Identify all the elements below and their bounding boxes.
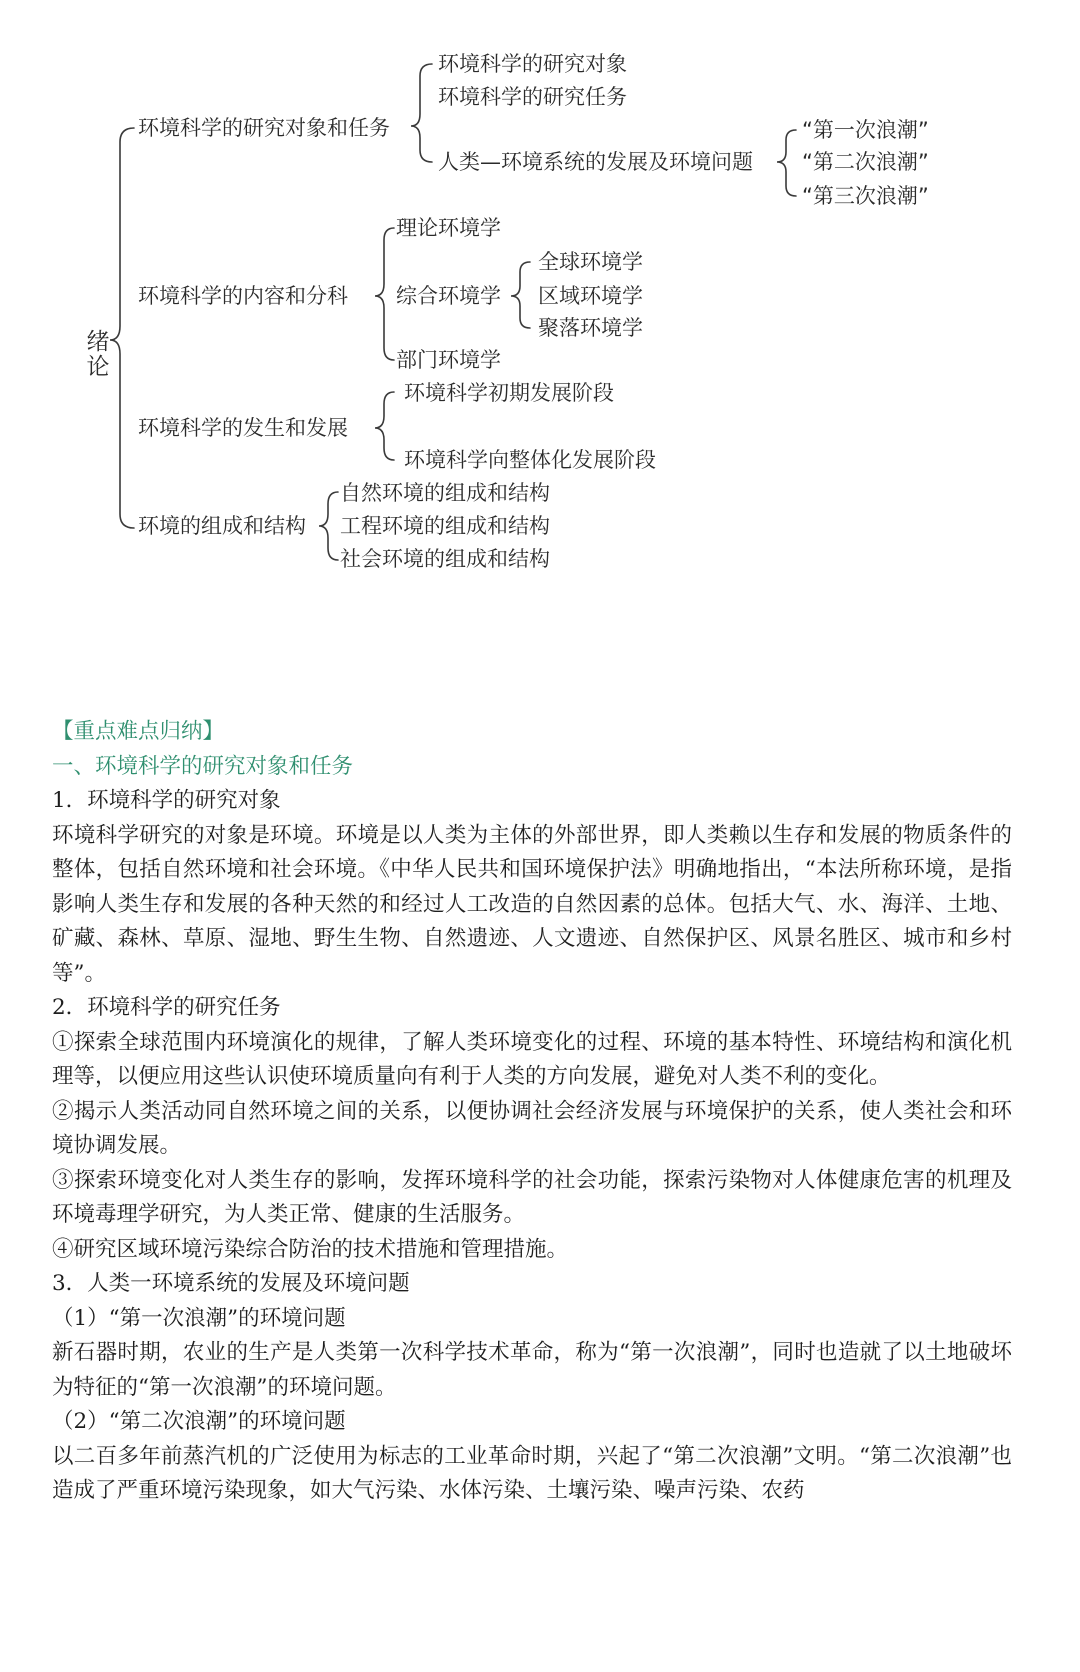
document-body [52, 715, 1012, 1509]
wave-heading-2: （2）“第二次浪潮”的环境问题 [52, 1409, 346, 1434]
branch1-item-1: 环境科学的研究对象 [438, 52, 627, 76]
paragraph-second-wave: 以二百多年前蒸汽机的广泛使用为标志的工业革命时期，兴起了“第二次浪潮”文明。“第二次浪潮”也造成了严重环境污染现象，如大气污染、水体污染、土壤污染、噪声污染、农药 [52, 1443, 1012, 1503]
branch1-label: 环境科学的研究对象和任务 [138, 116, 390, 140]
task-item-4: ④研究区域环境污染综合防治的技术措施和管理措施。 [52, 1236, 569, 1262]
brace-branch2-sub [511, 262, 530, 328]
branch2-sub-3: 聚落环境学 [538, 316, 643, 340]
wave-3: “第三次浪潮” [802, 184, 929, 208]
branch2-item-2: 综合环境学 [396, 284, 501, 308]
subheading-2: 2．环境科学的研究任务 [52, 995, 281, 1020]
wave-heading-1: （1）“第一次浪潮”的环境问题 [52, 1305, 346, 1331]
branch4-item-3: 社会环境的组成和结构 [340, 547, 550, 571]
wave-2: “第二次浪潮” [802, 150, 929, 174]
section-heading: 【重点难点归纳】 [52, 719, 225, 744]
task-item-3: ③探索环境变化对人类生存的影响，发挥环境科学的社会功能，探索污染物对人体健康危害的机理及环境毒理学研究，为人类正常、健康的生活服务。 [52, 1167, 1012, 1227]
brace-branch2 [375, 228, 394, 360]
branch1-item-3: 人类—环境系统的发展及环境问题 [438, 150, 753, 174]
paragraph-first-wave: 新石器时期，农业的生产是人类第一次科学技术革命，称为“第一次浪潮”，同时也造就了以土地破坏为特征的“第一次浪潮”的环境问题。 [52, 1340, 1012, 1400]
root-label: 绪论 [86, 329, 110, 380]
branch2-sub-2: 区域环境学 [538, 284, 643, 308]
section-title-1: 一、环境科学的研究对象和任务 [52, 753, 354, 779]
branch1-item-2: 环境科学的研究任务 [438, 85, 627, 109]
brace-branch1 [411, 64, 432, 162]
branch2-label: 环境科学的内容和分科 [138, 284, 348, 308]
branch4-label: 环境的组成和结构 [138, 514, 306, 538]
paragraph-research-object: 环境科学研究的对象是环境。环境是以人类为主体的外部世界，即人类赖以生存和发展的物质条件的整体，包括自然环境和社会环境。《中华人民共和国环境保护法》明确地指出，“本法所称环境，是指影响人类生存和发展的各种天然的和经过人工改造的自然因素的总体。包括大气、水、海洋、土地、矿藏、森林、草原、湿地、野生生物、自然遗迹、人文遗迹、自然保护区、风景名胜区、城市和乡村等”。 [52, 822, 1012, 986]
branch3-label: 环境科学的发生和发展 [138, 416, 348, 440]
brace-branch3 [375, 392, 394, 460]
branch3-item-2: 环境科学向整体化发展阶段 [404, 448, 656, 472]
brace-waves [777, 130, 796, 196]
task-item-2: ②揭示人类活动同自然环境之间的关系，以便协调社会经济发展与环境保护的关系，使人类社会和环境协调发展。 [52, 1098, 1012, 1158]
branch3-item-1: 环境科学初期发展阶段 [404, 381, 614, 405]
wave-1: “第一次浪潮” [802, 118, 929, 142]
subheading-1: 1．环境科学的研究对象 [52, 788, 281, 813]
branch2-item-3: 部门环境学 [396, 348, 501, 372]
branch2-sub-1: 全球环境学 [538, 250, 643, 274]
task-item-1: ①探索全球范围内环境演化的规律，了解人类环境变化的过程、环境的基本特性、环境结构和演化机理等，以便应用这些认识使环境质量向有利于人类的方向发展，避免对人类不利的变化。 [52, 1029, 1012, 1089]
branch4-item-2: 工程环境的组成和结构 [340, 514, 550, 538]
mindmap [0, 0, 1080, 640]
branch4-item-1: 自然环境的组成和结构 [340, 481, 550, 505]
subheading-3: 3．人类一环境系统的发展及环境问题 [52, 1271, 410, 1296]
brace-root [110, 128, 134, 528]
brace-branch4 [319, 492, 338, 560]
branch2-item-1: 理论环境学 [396, 216, 501, 240]
